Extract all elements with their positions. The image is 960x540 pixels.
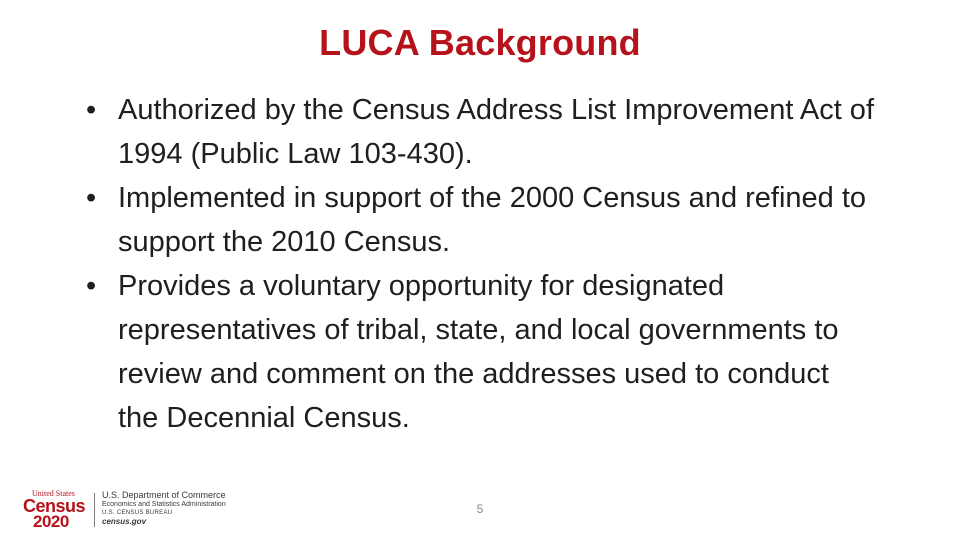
bullet-list — [84, 88, 874, 440]
logo-census-word: Census — [23, 496, 86, 516]
bullet-marker: • — [86, 182, 97, 214]
page-number: 5 — [476, 502, 484, 516]
census-2020-logo — [22, 488, 88, 532]
bureau-name: U.S. CENSUS BUREAU — [102, 510, 173, 516]
logo-divider — [94, 493, 95, 527]
department-block — [102, 490, 282, 527]
bullet-text: Authorized by the Census Address List Improvement Act of 1994 (Public Law 103-430). — [118, 94, 874, 170]
bullet-item — [84, 264, 874, 440]
slide-title: LUCA Background — [319, 22, 641, 63]
bullet-text: Provides a voluntary opportunity for designated representatives of tribal, state, and local governments to review and comment on the addresses used to conduct the Decennial Census. — [118, 270, 839, 434]
bullet-marker: • — [86, 94, 97, 126]
footer-branding — [22, 488, 282, 532]
bullet-text: Implemented in support of the 2000 Census and refined to support the 2010 Census. — [118, 182, 867, 258]
department-name: U.S. Department of Commerce — [102, 490, 226, 500]
logo-year: 2020 — [33, 512, 69, 531]
bullet-item — [84, 88, 874, 176]
logo-united-states-text: United States — [32, 489, 75, 498]
administration-name: Economics and Statistics Administration — [102, 501, 226, 508]
bullet-marker: • — [86, 270, 97, 302]
website-text: census.gov — [102, 517, 147, 526]
bullet-item — [84, 176, 874, 264]
